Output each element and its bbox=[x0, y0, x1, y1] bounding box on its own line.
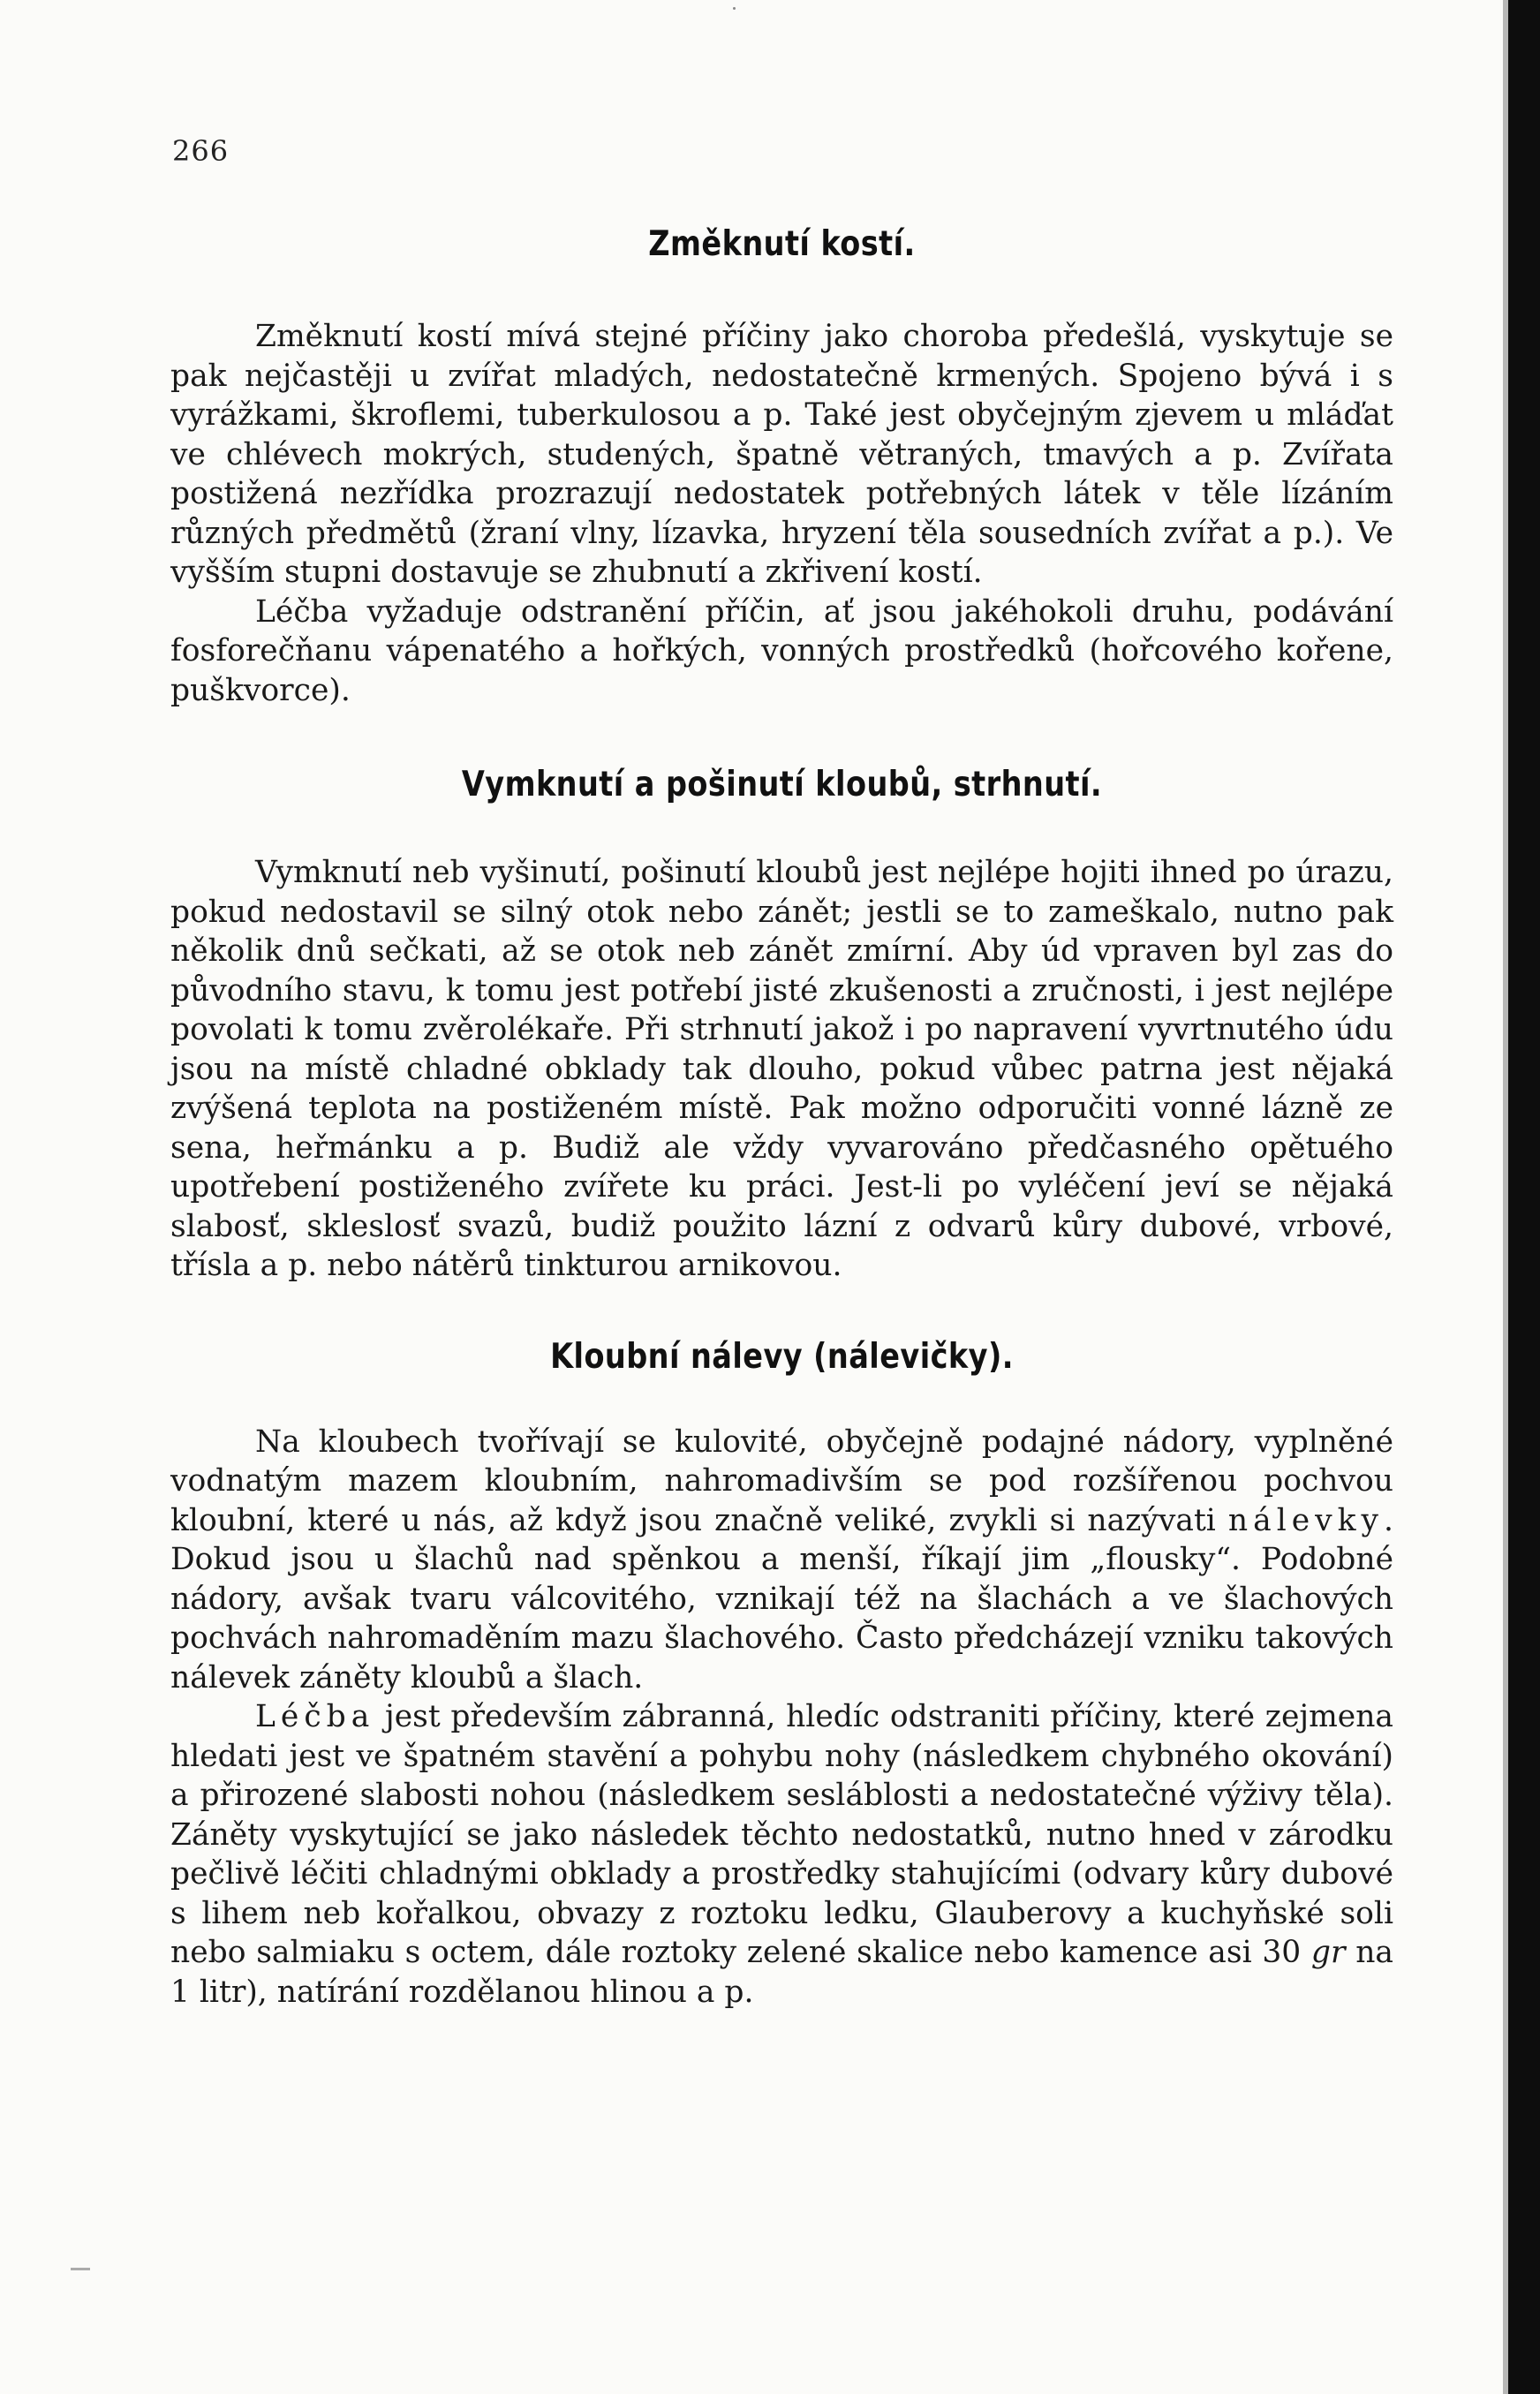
page-number: 266 bbox=[172, 134, 230, 168]
term-nalevky: nálevky bbox=[1227, 1502, 1385, 1538]
paragraph-zmeknuti-treatment: Léčba vyžaduje odstranění příčin, ať jsou jakéhokoli druhu, podávání fosforečňanu vápenatého a hořkých, vonných prostředků (hořcového kořene, puškvorce). bbox=[170, 593, 1393, 708]
nalevy-text-end: . Dokud jsou u šlachů nad spěnkou a menší, říkají jim „flousky“. Podobné nádory, avšak tvaru válcovitého, vznikají též na šlachách a ve šlachových pochvách nahromaděním mazu šlachového. Často předcházejí vzniku takových nálevek záněty kloubů a šlach. bbox=[170, 1502, 1394, 1695]
section-heading-kloubni-nalevy: Kloubní nálevy (nálevičky). bbox=[550, 1336, 1014, 1377]
paragraph-nalevy-treatment bbox=[170, 1697, 1393, 2012]
paper-speck bbox=[733, 7, 736, 10]
lecba-text-end: na 1 litr), natírání rozdělanou hlinou a p. bbox=[170, 1935, 1393, 2010]
section-heading-zmeknuti-kosti: Změknutí kostí. bbox=[648, 224, 916, 264]
paragraph-vymknuti: Vymknutí neb vyšinutí, pošinutí kloubů jest nejlépe hojiti ihned po úrazu, pokud nedostavil se silný otok nebo zánět; jestli se to zameškalo, nutno pak několik dnů sečkati, až se otok neb zánět zmírní. Aby úd vpraven byl zas do původního stavu, k tomu jest potřebí jisté zkušenosti a zručnosti, i jest nejlépe povolati k tomu zvěrolékaře. Při strhnutí jakož i po napravení vyvrtnutého údu jsou na místě chladné obklady tak dlouho, pokud vůbec patrna jest nějaká zvýšená teplota na postiženém místě. Pak možno odporučiti vonné lázně ze sena, heřmánku a p. Budiž ale vždy vyvarováno předčasného opětuého upotřebení postiženého zvířete ku práci. Jest-li po vyléčení jeví se nějaká slabosť, skleslosť svazů, budiž použito lázní z odvarů kůry dubové, vrbové, třísla a p. nebo nátěrů tinkturou arnikovou. bbox=[170, 855, 1393, 1283]
term-lecba: Léčba bbox=[255, 1699, 375, 1734]
scan-black-edge bbox=[1508, 0, 1540, 2394]
nalevy-text-start: Na kloubech tvořívají se kulovité, obyčejně podajné nádory, vyplněné vodnatým mazem kloubním, nahromadivším se pod rozšířenou pochvou kloubní, které u nás, až když jsou značně veliké, zvykli si nazývati bbox=[170, 1424, 1393, 1538]
paragraph-nalevy-description bbox=[170, 1423, 1393, 1698]
lecba-text: jest především zábranná, hledíc odstraniti příčiny, které zejmena hledati jest ve špatném stavění a pohybu nohy (následkem chybného okování) a přirozené slabosti nohou (následkem sesláblosti a nedostatečné výživy těla). Záněty vyskytující se jako následek těchto nedostatků, nutno hned v zárodku pečlivě léčiti chladnými obklady a prostředky stahujícími (odvary kůry dubové s lihem neb kořalkou, obvazy z roztoku ledku, Glauberovy a kuchyňské soli nebo salmiaku s octem, dále roztoky zelené skalice nebo kamence asi 30 bbox=[170, 1699, 1393, 1970]
page-body bbox=[170, 221, 1393, 2012]
ink-smudge bbox=[71, 2268, 90, 2270]
section-heading-vymknuti: Vymknutí a pošinutí kloubů, strhnutí. bbox=[461, 765, 1103, 804]
paragraph-zmeknuti-causes: Změknutí kostí mívá stejné příčiny jako choroba předešlá, vyskytuje se pak nejčastěji u zvířat mladých, nedostatečně krmených. Spojeno bývá i s vyrážkami, škroflemi, tuberkulosou a p. Také jest obyčejným zjevem u mláďat ve chlévech mokrých, studených, špatně větraných, tmavých a p. Zvířata postižená nezřídka prozrazují nedostatek potřebných látek v těle lízáním různých předmětů (žraní vlny, lízavka, hryzení těla sousedních zvířat a p.). Ve vyšším stupni dostavuje se zhubnutí a zkřivení kostí. bbox=[170, 319, 1393, 590]
unit-gr: gr bbox=[1310, 1935, 1346, 1970]
